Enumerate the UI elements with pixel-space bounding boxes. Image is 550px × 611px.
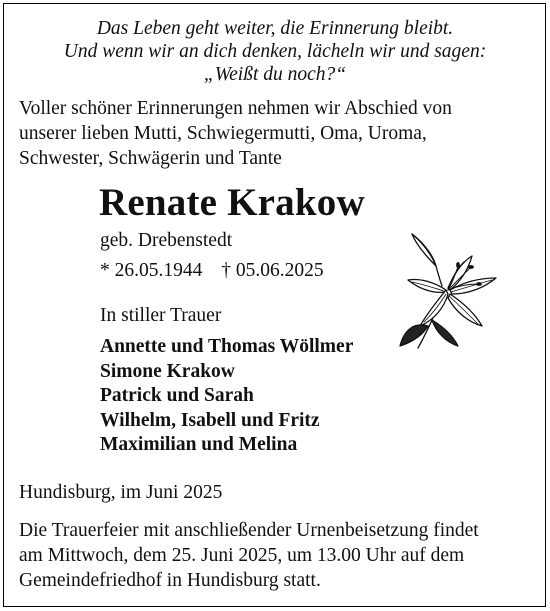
- mourner-name: Annette und Thomas Wöllmer: [100, 336, 354, 357]
- intro-line-1: Voller schöner Erinnerungen nehmen wir Abschied von: [19, 98, 452, 119]
- intro-text: [19, 96, 539, 171]
- life-dates: [100, 259, 324, 283]
- poem-line-3: „Weißt du noch?“: [203, 64, 347, 85]
- lily-icon: [398, 222, 508, 352]
- poem-line-1: Das Leben geht weiter, die Erinnerung bleibt.: [96, 18, 454, 39]
- death-date: † 05.06.2025: [221, 260, 324, 281]
- funeral-line-2: am Mittwoch, dem 25. Juni 2025, um 13.00 Uhr auf dem: [19, 545, 465, 566]
- place-date: Hundisburg, im Juni 2025: [19, 482, 223, 503]
- mourners-list: [100, 335, 353, 458]
- mourner-name: Wilhelm, Isabell und Fritz: [100, 409, 320, 431]
- intro-line-2: unserer lieben Mutti, Schwiegermutti, Oma, Uroma,: [19, 123, 427, 144]
- funeral-line-1: Die Trauerfeier mit anschließender Urnenbeisetzung findet: [19, 520, 479, 541]
- funeral-info: [19, 518, 539, 593]
- mourner-name: Simone Krakow: [100, 360, 235, 382]
- deceased-name: Renate Krakow: [99, 181, 365, 224]
- poem: [0, 17, 550, 86]
- mourner-name: Patrick und Sarah: [100, 385, 254, 406]
- maiden-name: geb. Drebenstedt: [100, 230, 233, 251]
- birth-date: * 26.05.1944: [100, 260, 203, 281]
- mourner-name: Maximilian und Melina: [100, 434, 298, 455]
- mourning-heading: In stiller Trauer: [100, 305, 222, 326]
- intro-line-3: Schwester, Schwägerin und Tante: [19, 148, 282, 169]
- poem-line-2: Und wenn wir an dich denken, lächeln wir und sagen:: [63, 41, 487, 62]
- funeral-line-3: Gemeindefriedhof in Hundisburg statt.: [19, 570, 321, 591]
